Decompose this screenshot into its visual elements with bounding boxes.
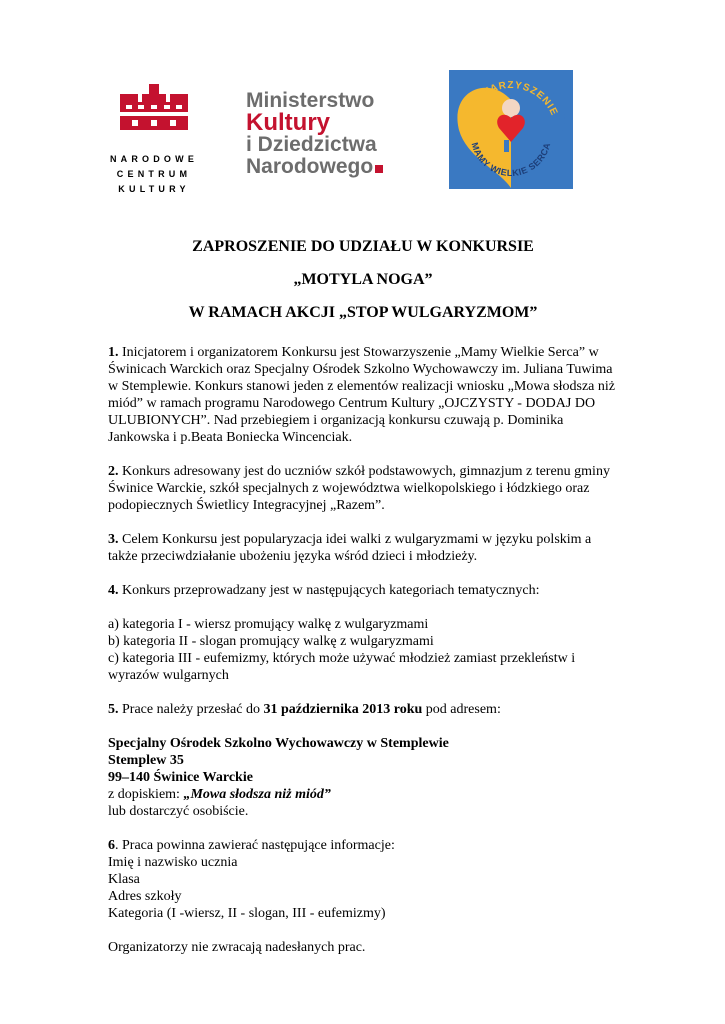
section-4-number: 4.: [108, 583, 119, 598]
section-2: [108, 463, 618, 514]
mws-heart-icon: [449, 70, 573, 189]
section-5-text-after: pod adresem:: [422, 702, 501, 717]
nck-line-3: KULTURY: [118, 184, 190, 194]
section-6-text: . Praca powinna zawierać następujące informacje:: [115, 838, 395, 853]
section-6: [108, 837, 618, 854]
info-list: [108, 854, 618, 922]
section-1-text: Inicjatorem i organizatorem Konkursu jest Stowarzyszenie „Mamy Wielkie Serca” w Świnicach Warckich oraz Specjalny Ośrodek Szkolno Wychowawczy im. Juliana Tuwima w Stemplewie. Konkurs stanowi jeden z elementów realizacji wniosku „Mowa słodsza niż miód” w ramach programu Narodowego Centrum Kultury „OJCZYSTY - DODAJ DO ULUBIONYCH”. Nad przebiegiem i organizacją konkursu czuwają p. Dominika Jankowska i p.Beata Boniecka Wincenciak.: [108, 345, 615, 445]
section-1-number: 1.: [108, 345, 119, 360]
note-title: „Mowa słodsza niż miód”: [183, 787, 331, 802]
mkidn-line-1: Ministerstwo: [246, 89, 375, 112]
section-5-text: Prace należy przesłać do: [118, 702, 264, 717]
mkidn-logo: [246, 90, 416, 180]
address-block: [108, 735, 618, 820]
mkidn-line-3: i Dziedzictwa: [246, 133, 377, 156]
logos-header: [0, 70, 725, 195]
info-item: Imię i nazwisko ucznia: [108, 855, 238, 870]
address-line: Specjalny Ośrodek Szkolno Wychowawczy w Stemplewie: [108, 736, 449, 751]
info-item: Kategoria (I -wiersz, II - slogan, III - eufemizmy): [108, 906, 386, 921]
section-5: [108, 701, 618, 718]
title-block: [108, 238, 618, 322]
nck-logo: [98, 84, 210, 194]
nck-line-1: NARODOWE: [109, 154, 199, 164]
section-4-text: Konkurs przeprowadzany jest w następujących kategoriach tematycznych:: [118, 583, 540, 598]
closing-note: Organizatorzy nie zwracają nadesłanych prac.: [108, 940, 366, 955]
mkidn-line-2: Kultury: [246, 109, 330, 136]
category-item: a) kategoria I - wiersz promujący walkę z wulgaryzmami: [108, 617, 429, 632]
section-2-text: Konkurs adresowany jest do uczniów szkół podstawowych, gimnazjum z terenu gminy Świnice Warckie, szkół specjalnych z województwa wielkopolskiego i łódzkiego oraz podopiecznych Świetlicy Integracyjnej „Razem”.: [108, 464, 610, 513]
nck-line-2: CENTRUM: [116, 169, 192, 179]
info-item: Klasa: [108, 872, 140, 887]
section-5-number: 5.: [108, 702, 119, 717]
title-line-1: ZAPROSZENIE DO UDZIAŁU W KONKURSIE: [192, 238, 534, 255]
category-item: c) kategoria III - eufemizmy, których może używać młodzież zamiast przekleństw i wyrazów wulgarnych: [108, 651, 576, 683]
nck-logo-text: [98, 152, 210, 197]
section-2-number: 2.: [108, 464, 119, 479]
address-line: 99–140 Świnice Warckie: [108, 770, 253, 785]
mws-logo: [449, 70, 573, 189]
mkidn-red-dot: [375, 165, 383, 173]
mws-arc-bottom: MAMY WIELKIE SERCA: [469, 141, 553, 179]
section-3-number: 3.: [108, 532, 119, 547]
title-line-2: „MOTYLA NOGA”: [293, 271, 433, 288]
note-prefix: z dopiskiem:: [108, 787, 184, 802]
mws-arc-top: STOWARZYSZENIE: [462, 79, 560, 118]
nck-crown-icon: [120, 84, 188, 132]
section-6-number: 6: [108, 838, 115, 853]
info-item: Adres szkoły: [108, 889, 182, 904]
note-line: [108, 786, 618, 803]
category-item: b) kategoria II - slogan promujący walkę z wulgaryzmami: [108, 634, 434, 649]
title-line-3: W RAMACH AKCJI „STOP WULGARYZMOM”: [188, 304, 538, 321]
section-3: [108, 531, 618, 565]
document-body: [108, 238, 618, 956]
deadline: 31 października 2013 roku: [263, 702, 423, 717]
deliver-line: lub dostarczyć osobiście.: [108, 804, 249, 819]
category-list: [108, 616, 618, 684]
section-4: [108, 582, 618, 599]
section-1: [108, 344, 618, 446]
section-3-text: Celem Konkursu jest popularyzacja idei walki z wulgaryzmami w języku polskim a także przeciwdziałanie ubożeniu języka wśród dzieci i młodzieży.: [108, 532, 592, 564]
address-line: Stemplew 35: [108, 753, 184, 768]
mkidn-line-4: Narodowego: [246, 155, 374, 178]
